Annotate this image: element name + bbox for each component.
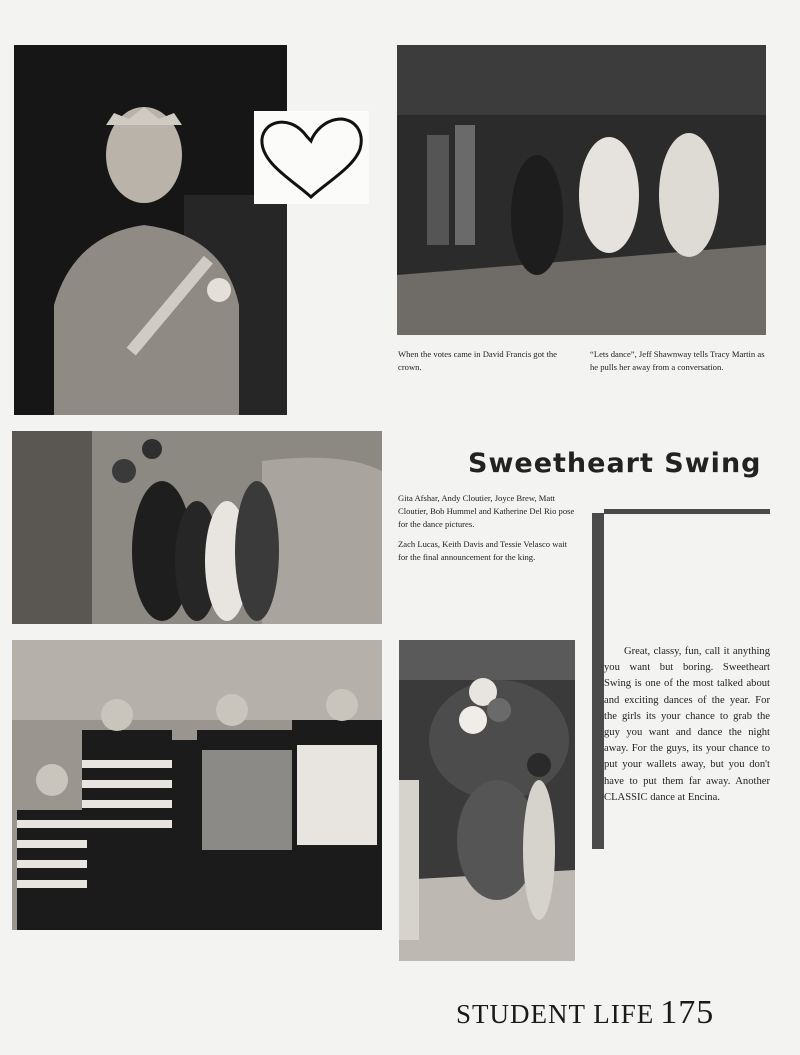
page-footer (456, 994, 714, 1032)
heart-graphic (254, 111, 369, 204)
photo-guys-lineup (12, 640, 382, 930)
photo-dance-floor (397, 45, 766, 335)
article-body: Great, classy, fun, call it anything you want but boring. Sweetheart Swing is one of the most talked about and exciting dances of the year. For the girls its your chance to grab the guy you want and dance the night away. For the guys, its your chance to put your wallets away, but you don't have to put them far away. Another CLASSIC dance at Encina. (604, 646, 770, 803)
caption-crown (398, 348, 578, 374)
photo-group-pose (12, 431, 382, 624)
vertical-rule (592, 513, 604, 849)
photo-king-crowned (14, 45, 287, 415)
horizontal-rule (604, 509, 770, 514)
page-title: Sweetheart Swing (468, 448, 762, 479)
caption-dance-text: “Lets dance”, Jeff Shawnway tells Tracy Martin as he pulls her away from a conversation. (590, 349, 765, 372)
caption-group2-text: Zach Lucas, Keith Davis and Tessie Velasco wait for the final announcement for the king. (398, 539, 567, 562)
footer-section: STUDENT LIFE (456, 999, 655, 1029)
page-number: 175 (660, 994, 715, 1031)
caption-group1-text: Gita Afshar, Andy Cloutier, Joyce Brew, Matt Cloutier, Bob Hummel and Katherine Del Rio pose for the dance pictures. (398, 493, 575, 529)
caption-crown-text: When the votes came in David Francis got the crown. (398, 349, 557, 372)
photo-balloons-couple (399, 640, 575, 961)
caption-group (398, 492, 578, 571)
caption-dance (590, 348, 768, 374)
heart-icon (254, 111, 369, 204)
